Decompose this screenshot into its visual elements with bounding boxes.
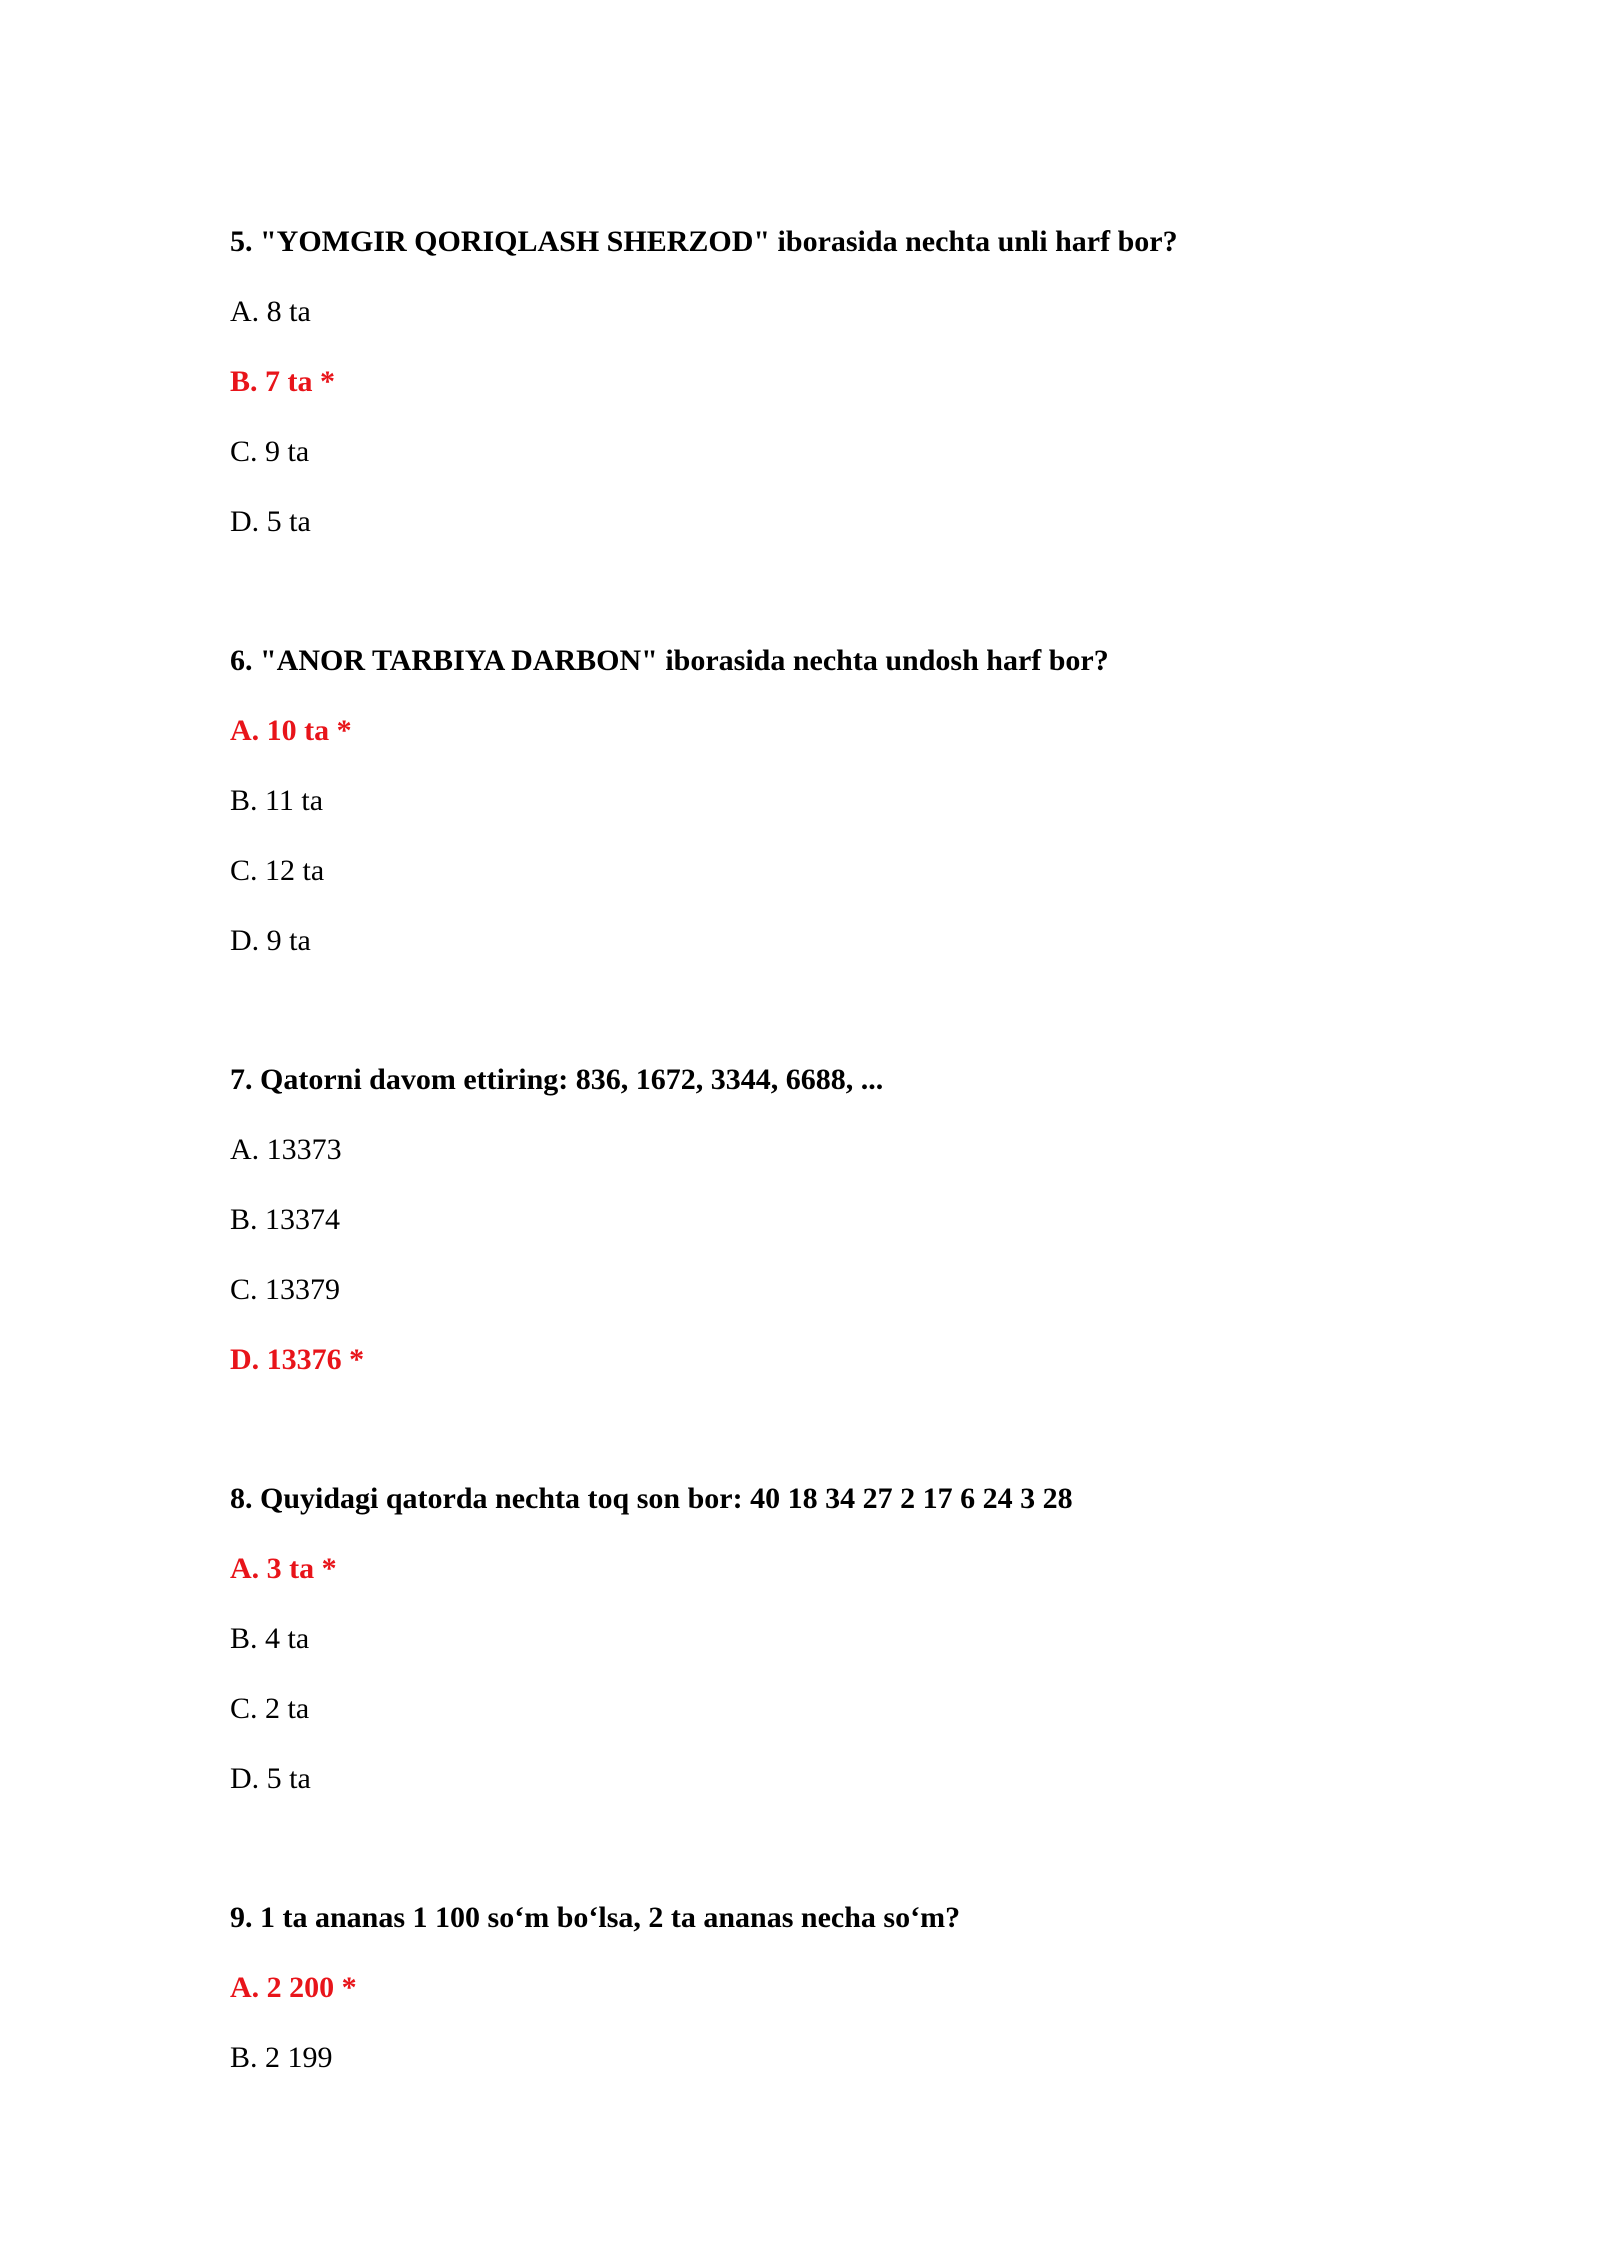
question-9-text: 9. 1 ta ananas 1 100 so‘m bo‘lsa, 2 ta ananas necha so‘m?: [230, 1901, 961, 1934]
question-7-option-b: B. 13374: [230, 1203, 341, 1236]
question-8-option-b: B. 4 ta: [230, 1622, 310, 1655]
question-9-option-b: B. 2 199: [230, 2041, 333, 2074]
question-5-option-a: A. 8 ta: [230, 295, 311, 328]
question-7-option-a: A. 13373: [230, 1133, 342, 1166]
question-8-option-c: C. 2 ta: [230, 1692, 310, 1725]
question-5-option-b-correct: B. 7 ta *: [230, 365, 335, 398]
question-6-option-a-correct: A. 10 ta *: [230, 714, 352, 747]
question-5-option-d: D. 5 ta: [230, 505, 311, 538]
question-8-option-d: D. 5 ta: [230, 1762, 311, 1795]
question-7-option-c: C. 13379: [230, 1273, 341, 1306]
question-7-text: 7. Qatorni davom ettiring: 836, 1672, 3344, 6688, ...: [230, 1063, 884, 1096]
question-6-option-c: C. 12 ta: [230, 854, 325, 887]
question-6-option-b: B. 11 ta: [230, 784, 324, 817]
question-9-option-a-correct: A. 2 200 *: [230, 1971, 357, 2004]
question-8-text: 8. Quyidagi qatorda nechta toq son bor: 40 18 34 27 2 17 6 24 3 28: [230, 1482, 1073, 1515]
question-6-option-d: D. 9 ta: [230, 924, 311, 957]
question-8-option-a-correct: A. 3 ta *: [230, 1552, 337, 1585]
question-5-option-c: C. 9 ta: [230, 435, 310, 468]
question-7-option-d-correct: D. 13376 *: [230, 1343, 365, 1376]
question-6-text: 6. "ANOR TARBIYA DARBON" iborasida nechta undosh harf bor?: [230, 644, 1109, 677]
question-5-text: 5. "YOMGIR QORIQLASH SHERZOD" iborasida nechta unli harf bor?: [230, 225, 1178, 258]
